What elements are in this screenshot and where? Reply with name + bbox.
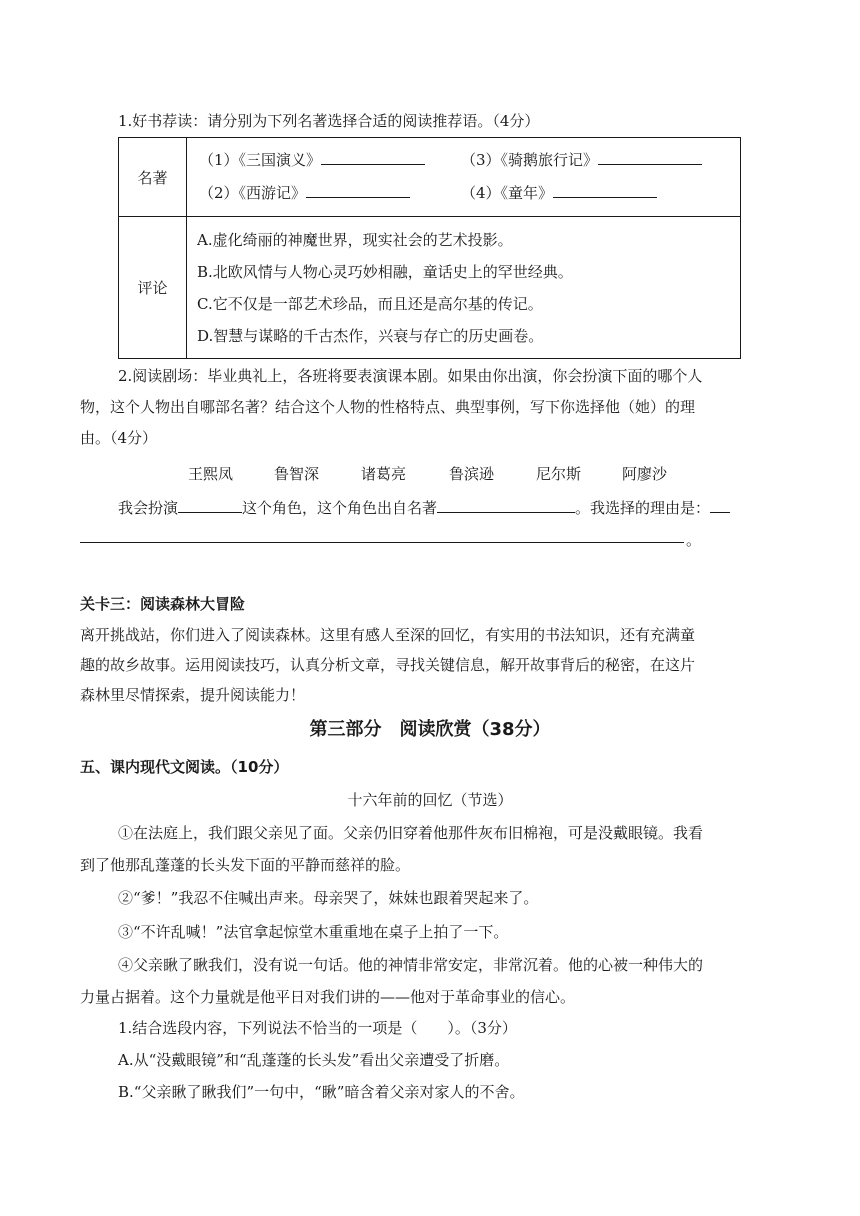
option-a: A.从“没戴眼镜”和“乱蓬蓬的长头发”看出父亲遭受了折磨。 bbox=[118, 1051, 510, 1069]
character-option: 鲁滨逊 bbox=[449, 465, 495, 483]
level3-intro-line: 离开挑战站，你们进入了阅读森林。这里有感人至深的回忆，有实用的书法知识，还有充满童 bbox=[80, 626, 696, 644]
answer-blank[interactable] bbox=[306, 183, 410, 198]
comments-header-cell bbox=[119, 217, 187, 359]
passage-line: ③“不许乱喊！”法官拿起惊堂木重重地在桌子上拍了一下。 bbox=[118, 923, 509, 941]
level3-title: 关卡三：阅读森林大冒险 bbox=[80, 595, 246, 613]
question1: 1.结合选段内容，下列说法不恰当的一项是（ ）。（3分） bbox=[118, 1019, 517, 1037]
book-item: （4）《童年》 bbox=[461, 183, 657, 203]
level3-intro-line: 趣的故乡故事。运用阅读技巧，认真分析文章，寻找关键信息，解开故事背后的秘密，在这片 bbox=[80, 656, 696, 674]
books-cell bbox=[187, 138, 741, 217]
character-option: 尼尔斯 bbox=[536, 465, 582, 483]
passage-heading bbox=[0, 790, 860, 810]
q2-prompt-line: 物，这个人物出自哪部名著？结合这个人物的性格特点、典型事例，写下你选择他（她）的理 bbox=[80, 398, 696, 416]
books-header-cell bbox=[119, 138, 187, 217]
comment-d: D.智慧与谋略的千古杰作，兴衰与存亡的历史画卷。 bbox=[197, 327, 544, 345]
comment-b: B.北欧风情与人物心灵巧妙相融，童话史上的罕世经典。 bbox=[197, 263, 573, 281]
reason-blank-line[interactable] bbox=[80, 542, 684, 543]
option-b: B.“父亲瞅了瞅我们”一句中，“瞅”暗含着父亲对家人的不舍。 bbox=[118, 1083, 525, 1101]
reason-blank[interactable] bbox=[710, 498, 730, 513]
book-item: （1）《三国演义》 bbox=[199, 150, 425, 170]
q2-prompt-line: 2.阅读剧场：毕业典礼上，各班将要表演课本剧。如果由你出演，你会扮演下面的哪个人 bbox=[118, 367, 703, 385]
character-option: 阿廖沙 bbox=[622, 465, 668, 483]
character-option: 诸葛亮 bbox=[361, 465, 407, 483]
comment-c: C.它不仅是一部艺术珍品，而且还是高尔基的传记。 bbox=[197, 295, 543, 313]
book-item: （3）《骑鹅旅行记》 bbox=[461, 150, 702, 170]
book-recommendation-table bbox=[118, 137, 741, 359]
book-item: （2）《西游记》 bbox=[199, 183, 410, 203]
q2-prompt-line: 由。（4分） bbox=[80, 429, 158, 447]
passage-title: 十六年前的回忆 bbox=[347, 791, 453, 809]
passage-line: ①在法庭上，我们跟父亲见了面。父亲仍旧穿着他那件灰布旧棉袍，可是没戴眼镜。我看 bbox=[118, 824, 704, 842]
passage-note: （节选） bbox=[452, 791, 513, 809]
q1-prompt: 1.好书荐读：请分别为下列名著选择合适的阅读推荐语。（4分） bbox=[118, 112, 540, 130]
q2-answer-line: 我会扮演 这个角色，这个角色出自名著 。我选择的理由是： bbox=[118, 498, 730, 518]
comments-header: 评论 bbox=[137, 279, 168, 297]
answer-end-mark: 。 bbox=[686, 531, 702, 549]
comment-a: A.虚化绮丽的神魔世界，现实社会的艺术投影。 bbox=[197, 231, 513, 249]
book-blank[interactable] bbox=[437, 498, 575, 513]
character-option: 王熙凤 bbox=[188, 465, 234, 483]
comments-cell bbox=[187, 217, 741, 359]
answer-blank[interactable] bbox=[321, 150, 425, 165]
level3-intro-line: 森林里尽情探索，提升阅读能力！ bbox=[80, 686, 306, 704]
passage-line: ②“爹！”我忍不住喊出声来。母亲哭了，妹妹也跟着哭起来了。 bbox=[118, 889, 539, 907]
section5-title: 五、课内现代文阅读。（10分） bbox=[80, 758, 289, 776]
answer-blank[interactable] bbox=[598, 150, 702, 165]
character-option: 鲁智深 bbox=[274, 465, 320, 483]
passage-line: 力量占据着。这个力量就是他平日对我们讲的——他对于革命事业的信心。 bbox=[80, 988, 576, 1006]
part3-title: 第三部分 阅读欣赏（38分） bbox=[309, 719, 551, 740]
books-header: 名著 bbox=[137, 168, 168, 187]
role-blank[interactable] bbox=[178, 498, 242, 513]
passage-line: ④父亲瞅了瞅我们，没有说一句话。他的神情非常安定，非常沉着。他的心被一种伟大的 bbox=[118, 956, 704, 974]
passage-line: 到了他那乱蓬蓬的长头发下面的平静而慈祥的脸。 bbox=[80, 856, 411, 874]
answer-blank[interactable] bbox=[553, 183, 657, 198]
